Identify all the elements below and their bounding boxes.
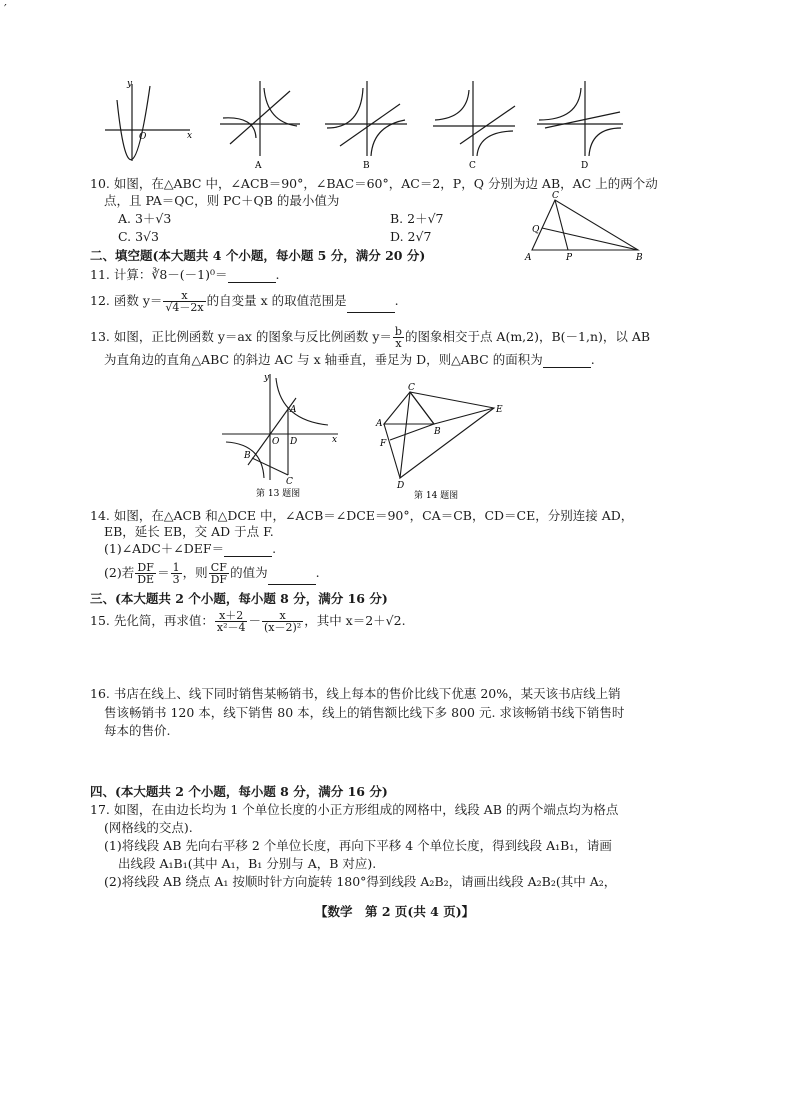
graph0-y: y: [127, 79, 133, 89]
q16-line3: 每本的售价.: [104, 723, 171, 738]
graph-a: [220, 81, 300, 156]
q14-blank-2[interactable]: [268, 572, 316, 585]
svg-text:P: P: [566, 253, 573, 262]
q14-part1: (1)∠ADC＋∠DEF＝ .: [104, 541, 277, 556]
q10-option-c: C. 3√3: [118, 229, 159, 244]
q11: 11. 计算：∛8－(－1)⁰＝ .: [90, 267, 280, 282]
q17-line5: (2)将线段 AB 绕点 A₁ 按顺时针方向旋转 180°得到线段 A₂B₂，请画出线段 A₂B₂(其中 A₂，: [104, 874, 617, 889]
q9-graph-strip: [95, 76, 635, 176]
q10-figure: [520, 190, 650, 262]
svg-text:C: C: [552, 191, 559, 201]
svg-text:C: C: [286, 477, 293, 487]
svg-text:F: F: [380, 439, 387, 449]
svg-text:C: C: [408, 383, 415, 393]
q17-line3: (1)将线段 AB 先向右平移 2 个单位长度，再向下平移 4 个单位长度，得到线段 A₁B₁，请画: [104, 838, 612, 853]
q12-blank[interactable]: [347, 300, 395, 313]
svg-text:A: A: [376, 419, 383, 429]
q10-option-a: A. 3＋√3: [118, 211, 172, 226]
graph-c: [433, 81, 515, 156]
q11-blank[interactable]: [228, 270, 276, 283]
svg-text:B: B: [434, 427, 441, 437]
q14-line2: EB，延长 EB，交 AD 于点 F.: [104, 524, 274, 539]
q13-blank[interactable]: [543, 355, 591, 368]
q10-stem-2: 点，且 PA＝QC，则 PC＋QB 的最小值为: [104, 193, 340, 208]
corner-mark: ′: [4, 2, 7, 16]
svg-text:D: D: [290, 437, 298, 447]
q10-option-d: D. 2√7: [390, 229, 432, 244]
section4-heading: 四、(本大题共 2 个小题，每小题 8 分，满分 16 分): [90, 784, 388, 799]
svg-text:B: B: [636, 253, 643, 262]
fig14-caption: 第 14 题图: [414, 491, 459, 500]
svg-text:A: A: [290, 405, 297, 415]
q14-blank-1[interactable]: [224, 544, 272, 557]
graph-parabola: [105, 84, 193, 161]
q17-line4: 出线段 A₁B₁(其中 A₁，B₁ 分别与 A，B 对应).: [118, 856, 377, 871]
graph-c-label: C: [469, 161, 476, 171]
section2-heading: 二、填空题(本大题共 4 个小题，每小题 5 分，满分 20 分): [90, 248, 426, 263]
q10-stem-1: 10. 如图，在△ABC 中，∠ACB＝90°，∠BAC＝60°，AC＝2，P，Q 分别为边 AB，AC 上的两个动: [90, 176, 658, 191]
svg-text:D: D: [397, 481, 405, 491]
graph-a-label: A: [255, 161, 262, 171]
fig13: [218, 370, 343, 498]
graph0-origin: O: [139, 132, 147, 142]
q10-option-b: B. 2＋√7: [390, 211, 444, 226]
q13-line1: 13. 如图，正比例函数 y＝ax 的图象与反比例函数 y＝ $\frac{b}{x}$ 的图象相交于点 A(m,2)，B(－1,n)，以 AB: [90, 325, 651, 350]
svg-text:y: y: [264, 373, 270, 383]
svg-text:B: B: [244, 451, 251, 461]
q17-line1: 17. 如图，在由边长均为 1 个单位长度的小正方形组成的网格中，线段 AB 的两个端点均为格点: [90, 802, 619, 817]
section3-heading: 三、(本大题共 2 个小题，每小题 8 分，满分 16 分): [90, 591, 388, 606]
q14-line1: 14. 如图，在△ACB 和△DCE 中，∠ACB＝∠DCE＝90°，CA＝CB，CD＝CE，分别连接 AD，: [90, 508, 634, 523]
q12-fraction: $\frac{x}{√4-2x}$: [165, 289, 204, 314]
q13-fraction: $\frac{b}{x}$: [394, 325, 402, 350]
q16-line1: 16. 书店在线上、线下同时销售某畅销书，线上每本的售价比线下优惠 20%，某天该书店线上销: [90, 686, 621, 701]
svg-text:A: A: [525, 253, 532, 262]
graph-b: [325, 81, 407, 156]
svg-text:O: O: [272, 437, 280, 447]
q16-line2: 售该畅销书 120 本，线下销售 80 本，线上的销售额比线下多 800 元. 求该畅销书线下销售时: [104, 705, 625, 720]
svg-text:x: x: [332, 435, 338, 445]
page-footer: 【数学 第 2 页(共 4 页)】: [315, 904, 475, 919]
graph-d: [537, 81, 623, 156]
q14-part2: (2)若 $\frac{DF}{DE}$ ＝ $\frac{1}{3}$ ，则 $\frac{CF}{DF}$ 的值为 .: [104, 561, 320, 586]
fig14: [372, 380, 517, 500]
q15: 15. 先化简，再求值： $\frac{x+2}{\text{x²－4}}$ － $\frac{x}{\text{(x－2)²}}$ ，其中 x＝2＋√2.: [90, 609, 406, 634]
svg-text:E: E: [496, 405, 503, 415]
graph-d-label: D: [581, 161, 589, 171]
q17-line2: (网格线的交点).: [104, 820, 193, 835]
q12: 12. 函数 y＝ $\frac{x}{√4-2x}$ 的自变量 x 的取值范围是 .: [90, 289, 399, 314]
q13-line2: 为直角边的直角△ABC 的斜边 AC 与 x 轴垂直，垂足为 D，则△ABC 的面积为 .: [104, 352, 595, 367]
svg-text:Q: Q: [532, 225, 540, 235]
graph-b-label: B: [363, 161, 370, 171]
fig13-caption: 第 13 题图: [256, 489, 301, 498]
graph0-x: x: [187, 131, 193, 141]
